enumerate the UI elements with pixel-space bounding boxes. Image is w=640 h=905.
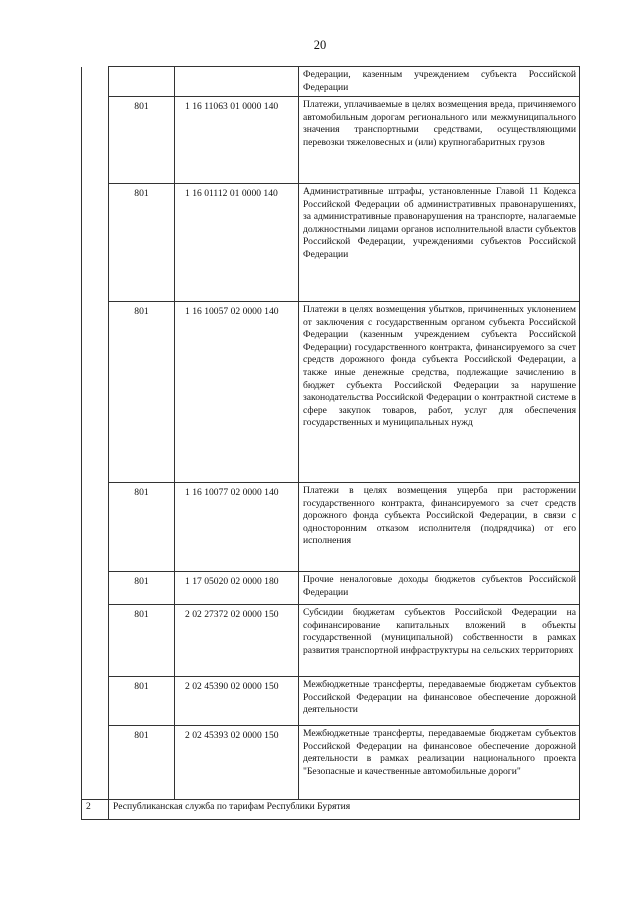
revenue-code-cell bbox=[175, 67, 299, 97]
admin-code-cell: 801 bbox=[109, 97, 175, 184]
revenue-code-cell: 2 02 27372 02 0000 150 bbox=[175, 605, 299, 677]
revenue-codes-table bbox=[81, 66, 580, 820]
revenue-code-cell: 1 16 11063 01 0000 140 bbox=[175, 97, 299, 184]
revenue-name-cell: Платежи в целях возмещения ущерба при расторжении государственного контракта, финансируемого за счет средств дорожного фонда субъекта Российской Федерации, в связи с односторонним отказом исполнителя (подрядчика) от его исполнения bbox=[299, 483, 580, 572]
admin-code-cell: 801 bbox=[109, 184, 175, 302]
revenue-code-cell: 1 17 05020 02 0000 180 bbox=[175, 572, 299, 605]
revenue-code-cell: 2 02 45390 02 0000 150 bbox=[175, 677, 299, 726]
table-row bbox=[82, 605, 580, 677]
revenue-name-cell: Межбюджетные трансферты, передаваемые бюджетам субъектов Российской Федерации на финансовое обеспечение дорожной деятельности bbox=[299, 677, 580, 726]
table-row bbox=[82, 184, 580, 302]
revenue-code-cell: 2 02 45393 02 0000 150 bbox=[175, 726, 299, 800]
page-number: 20 bbox=[313, 38, 327, 52]
group-number-cell: 2 bbox=[82, 800, 109, 820]
table-row bbox=[82, 572, 580, 605]
admin-code-cell: 801 bbox=[109, 302, 175, 483]
admin-code-cell: 801 bbox=[109, 726, 175, 800]
table-row bbox=[82, 302, 580, 483]
admin-code-cell bbox=[109, 67, 175, 97]
revenue-name-cell: Федерации, казенным учреждением субъекта Российской Федерации bbox=[299, 67, 580, 97]
table-row bbox=[82, 726, 580, 800]
table-row bbox=[82, 800, 580, 820]
revenue-name-cell: Прочие неналоговые доходы бюджетов субъектов Российской Федерации bbox=[299, 572, 580, 605]
revenue-name-cell: Платежи в целях возмещения убытков, причиненных уклонением от заключения с государственным органом субъекта Российской Федерации (казенным учреждением субъекта Российской Федерации) государственного контракта, финансируемого за счет средств дорожного фонда субъекта Российской Федерации, а также иные денежные средства, подлежащие зачислению в бюджет субъекта Российской Федерации за нарушение законодательства Российской Федерации о контрактной системе в сфере закупок товаров, работ, услуг для обеспечения государственных и муниципальных нужд bbox=[299, 302, 580, 483]
revenue-name-cell: Административные штрафы, установленные Главой 11 Кодекса Российской Федерации об административных правонарушениях, за административные правонарушения на транспорте, налагаемые должностными лицами органов исполнительной власти субъектов Российской Федерации, учреждениями субъектов Российской Федерации bbox=[299, 184, 580, 302]
revenue-code-cell: 1 16 10077 02 0000 140 bbox=[175, 483, 299, 572]
admin-code-cell: 801 bbox=[109, 677, 175, 726]
admin-code-cell: 801 bbox=[109, 605, 175, 677]
revenue-name-cell: Межбюджетные трансферты, передаваемые бюджетам субъектов Российской Федерации на финансовое обеспечение дорожной деятельности в рамках реализации национального проекта "Безопасные и качественные автомобильные дороги" bbox=[299, 726, 580, 800]
organization-name-cell: Республиканская служба по тарифам Республики Бурятия bbox=[109, 800, 580, 820]
table-row bbox=[82, 67, 580, 97]
admin-code-cell: 801 bbox=[109, 483, 175, 572]
table-row bbox=[82, 677, 580, 726]
admin-code-cell: 801 bbox=[109, 572, 175, 605]
table-row bbox=[82, 97, 580, 184]
table-row bbox=[82, 483, 580, 572]
revenue-code-cell: 1 16 10057 02 0000 140 bbox=[175, 302, 299, 483]
revenue-name-cell: Платежи, уплачиваемые в целях возмещения вреда, причиняемого автомобильным дорогам регионального или межмуниципального значения транспортными средствами, осуществляющими перевозки тяжеловесных и (или) крупногабаритных грузов bbox=[299, 97, 580, 184]
revenue-name-cell: Субсидии бюджетам субъектов Российской Федерации на софинансирование капитальных вложений в объекты государственной (муниципальной) собственности в рамках развития транспортной инфраструктуры на сельских территориях bbox=[299, 605, 580, 677]
revenue-code-cell: 1 16 01112 01 0000 140 bbox=[175, 184, 299, 302]
group-number-cell bbox=[82, 67, 109, 800]
